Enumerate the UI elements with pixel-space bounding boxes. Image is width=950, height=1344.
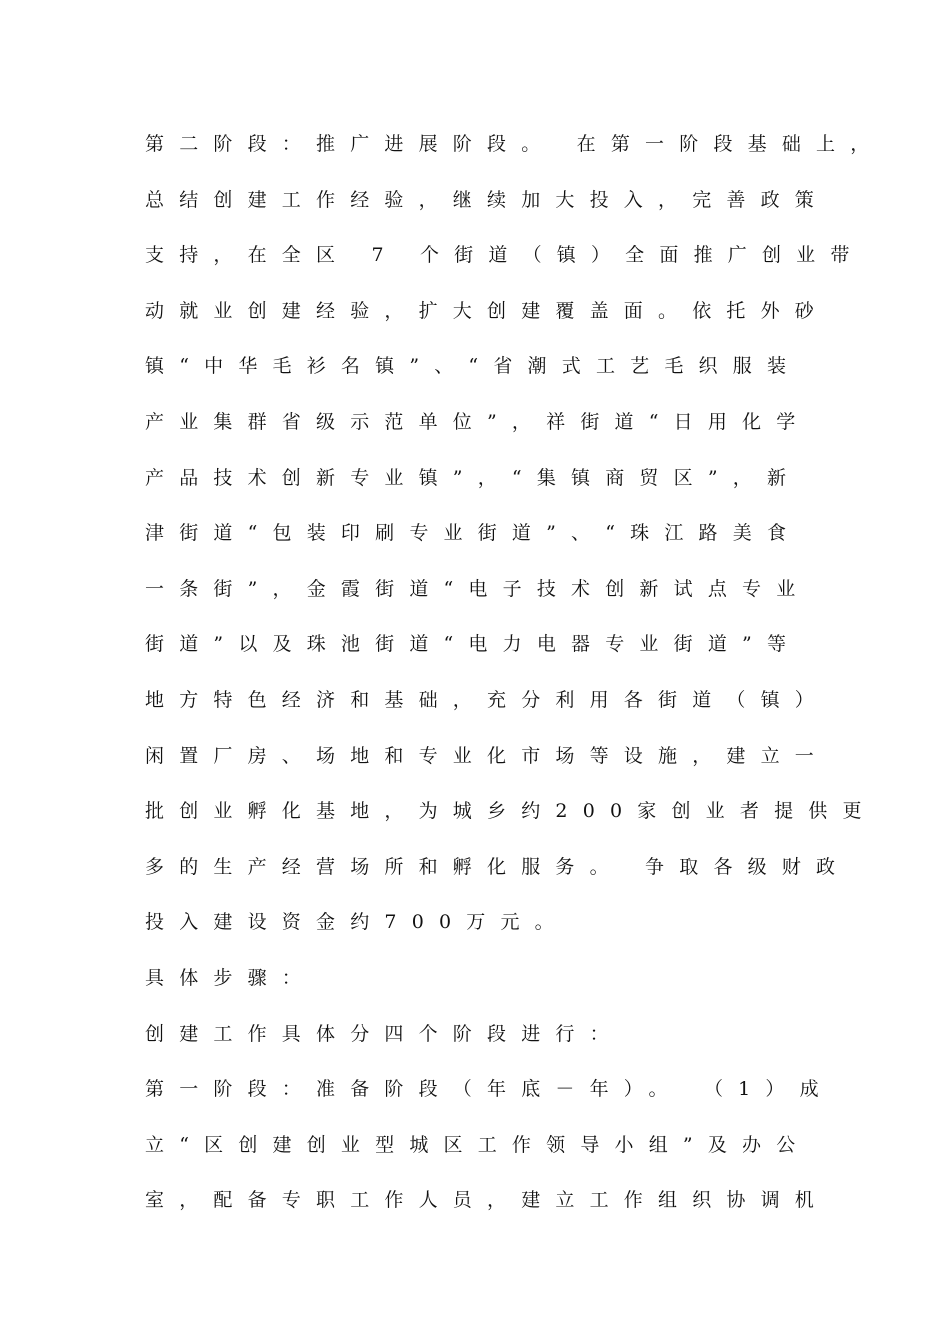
text-line: 闲置厂房、场地和专业化市场等设施，建立一 xyxy=(145,744,830,767)
text-line: 第一阶段：准备阶段（年底－年）。 （1）成 xyxy=(145,1078,834,1101)
text-line: 投入建设资金约700万元。 xyxy=(145,911,569,934)
text-line: 产品技术创新专业镇”，“集镇商贸区”，新 xyxy=(145,466,802,489)
text-line: 室，配备专职工作人员，建立工作组织协调机 xyxy=(145,1189,830,1212)
text-line: 地方特色经济和基础，充分利用各街道（镇） xyxy=(145,688,830,711)
text-line: 产业集群省级示范单位”，祥街道“日用化学 xyxy=(145,410,811,433)
text-line: 多的生产经营场所和孵化服务。 争取各级财政 xyxy=(145,855,851,878)
section-heading: 具体步骤： xyxy=(145,966,317,989)
text-line: 动就业创建经验，扩大创建覆盖面。依托外砂 xyxy=(145,299,830,322)
text-line: 街道”以及珠池街道“电力电器专业街道”等 xyxy=(145,633,802,656)
text-line: 总结创建工作经验，继续加大投入，完善政策 xyxy=(145,188,830,211)
text-line: 支持，在全区 7 个街道（镇）全面推广创业带 xyxy=(145,244,865,267)
text-line: 第二阶段：推广进展阶段。 在第一阶段基础上， xyxy=(145,133,885,155)
text-line: 立“区创建创业型城区工作领导小组”及办公 xyxy=(145,1133,811,1156)
text-line: 创建工作具体分四个阶段进行： xyxy=(145,1022,624,1045)
document-body xyxy=(145,126,885,1238)
text-line: 津街道“包装印刷专业街道”、“珠江路美食 xyxy=(145,522,802,545)
text-line: 镇“中华毛衫名镇”、“省潮式工艺毛织服装 xyxy=(145,355,802,378)
text-line: 一条街”，金霞街道“电子技术创新试点专业 xyxy=(145,577,811,600)
text-line: 批创业孵化基地，为城乡约200家创业者提供更 xyxy=(145,800,877,823)
